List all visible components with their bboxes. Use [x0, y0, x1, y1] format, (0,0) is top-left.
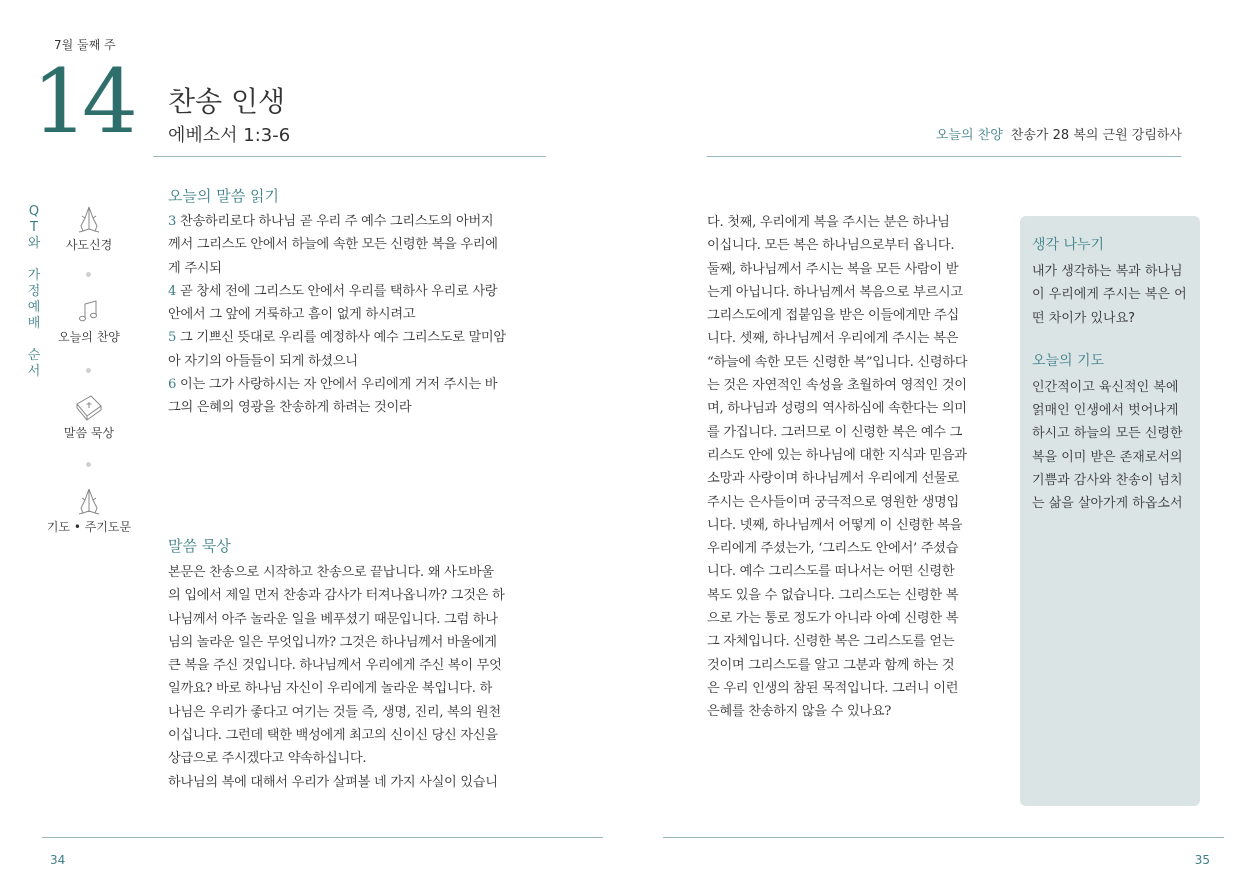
- today-hymn-value: 찬송가 28 복의 근원 강림하사: [1010, 128, 1182, 143]
- verse-number: 4: [168, 283, 177, 299]
- meditation-body: 본문은 찬송으로 시작하고 찬송으로 끝납니다. 왜 사도바울 의 입에서 제일 먼저 찬송과 감사가 터져나옵니까? 그것은 하 나님께서 아주 놀라운 일을 베푸셨기 때문입니다. 그럼 하나 님의 놀라운 일은 무엇입니까? 그것은 하나님께서 바울에게 큰 복을 주신 것입니다. 하나님께서 우리에게 주신 복이 무엇 일까요? 바로 하나님 자신이 우리에게 놀라운 복입니다. 하 나님은 우리가 좋다고 여기는 것들 즉, 생명, 진리, 복의 원천 이십니다. 그런데 택한 백성에게 최고의 신이신 당신 자신을 상급으로 주시겠다고 약속하십니다. 하나님의 복에 대해서 우리가 살펴볼 네 가지 사실이 있습니: [168, 565, 505, 790]
- share-question: 내가 생각하는 복과 하나님 이 우리에게 주시는 복은 어 떤 차이가 있나요?: [1032, 264, 1187, 326]
- reading-heading: 오늘의 말씀 읽기: [168, 187, 279, 205]
- share-heading: 생각 나누기: [1032, 237, 1105, 253]
- verse-number: 6: [168, 377, 177, 393]
- today-hymn-label: 오늘의 찬양: [935, 128, 1003, 143]
- step-apostles-creed: [44, 204, 134, 253]
- praying-hands-icon: [74, 204, 104, 234]
- prayer-heading: 오늘의 기도: [1032, 352, 1105, 369]
- verse-line: 3 찬송하리로다 하나님 곧 우리 주 예수 그리스도의 아버지: [168, 214, 494, 229]
- verse-number: 5: [168, 330, 177, 346]
- footer-divider-left: [42, 837, 603, 838]
- step-today-hymn: [44, 298, 134, 345]
- side-vertical-label: Q T 와 가 정 예 배 순 서: [27, 204, 41, 379]
- verse-line: 6 이는 그가 사랑하시는 자 안에서 우리에게 거저 주시는 바: [168, 377, 498, 393]
- header-divider-right: [707, 156, 1181, 157]
- prayer-text: 인간적이고 육신적인 복에 얽매인 인생에서 벗어나게 하시고 하늘의 모든 신령한 복을 이미 받은 존재로서의 기쁨과 감사와 찬송이 넘치 는 삶을 살아가게 하옵소서: [1032, 379, 1183, 512]
- today-hymn: [936, 124, 1182, 143]
- step-word-meditation: [44, 392, 134, 441]
- verse-line: 게 주시되: [168, 260, 222, 276]
- music-note-icon: [74, 298, 104, 326]
- header-divider-left: [153, 156, 546, 157]
- scripture-reference: 에베소서 1:3-6: [168, 125, 291, 146]
- verse-line: 아 자기의 아들들이 되게 하셨으니: [168, 353, 358, 369]
- week-label: 7월 둘째 주: [54, 38, 116, 52]
- bible-book-icon: [73, 392, 105, 422]
- verse-line: 안에서 그 앞에 거룩하고 흠이 없게 하시려고: [168, 307, 416, 323]
- step-prayer: [44, 486, 134, 535]
- page-title: 찬송 인생: [168, 85, 286, 118]
- meditation-heading: 말씀 묵상: [168, 537, 231, 555]
- meditation-body-continued: 다. 첫째, 우리에게 복을 주시는 분은 하나님 이십니다. 모든 복은 하나님으로부터 옵니다. 둘째, 하나님께서 주시는 복을 모든 사람이 받 는게 아닙니다. 하나님께서 복음으로 부르시고 그리스도에게 접붙임을 받은 이들에게만 주십 니다. 셋째, 하나님께서 우리에게 주시는 복은 “하늘에 속한 모든 신령한 복”입니다. 신령하다 는 것은 자연적인 속성을 초월하여 영적인 것이 며, 하나님과 성령의 역사하심에 속한다는 의미 를 가집니다. 그러므로 이 신령한 복은 예수 그 리스도 안에 있는 하나님에 대한 지식과 믿음과 소망과 사랑이며 하나님께서 우리에게 선물로 주시는 은사들이며 궁극적으로 영원한 생명입 니다. 넷째, 하나님께서 어떻게 이 신령한 복을 우리에게 주셨는가, ‘그리스도 안에서’ 주셨습 니다. 예수 그리스도를 떠나서는 어떤 신령한 복도 있을 수 없습니다. 그리스도는 신령한 복 으로 가는 통로 정도가 아니라 아예 신령한 복 그 자체입니다. 신령한 복은 그리스도를 얻는 것이며 그리스도를 알고 그분과 함께 하는 것 은 우리 인생의 참된 목적입니다. 그러니 이런 은혜를 찬송하지 않을 수 있나요?: [707, 215, 968, 720]
- step-label: 기도 • 주기도문: [46, 520, 132, 534]
- verse-line: 5 그 기쁘신 뜻대로 우리를 예정하사 예수 그리스도로 말미암: [168, 330, 506, 346]
- step-separator-dot: [86, 368, 91, 373]
- day-number: 14: [32, 50, 132, 153]
- verse-line: 4 곧 창세 전에 그리스도 안에서 우리를 택하사 우리로 사랑: [168, 283, 498, 299]
- footer-divider-right: [663, 837, 1224, 838]
- verse-line: 그의 은혜의 영광을 찬송하게 하려는 것이라: [168, 400, 412, 416]
- step-label: 말씀 묵상: [63, 426, 115, 440]
- verse-number: 3: [168, 214, 177, 229]
- step-label: 오늘의 찬양: [58, 330, 120, 344]
- page-number-left: 34: [50, 853, 66, 867]
- reflection-sidebox: [1020, 216, 1200, 806]
- verse-line: 께서 그리스도 안에서 하늘에 속한 모든 신령한 복을 우리에: [168, 237, 498, 253]
- praying-hands-icon: [74, 486, 104, 516]
- page-number-right: 35: [1194, 853, 1210, 867]
- step-separator-dot: [86, 462, 91, 467]
- scripture-verses: [168, 210, 552, 420]
- step-separator-dot: [86, 272, 91, 277]
- step-label: 사도신경: [65, 238, 113, 252]
